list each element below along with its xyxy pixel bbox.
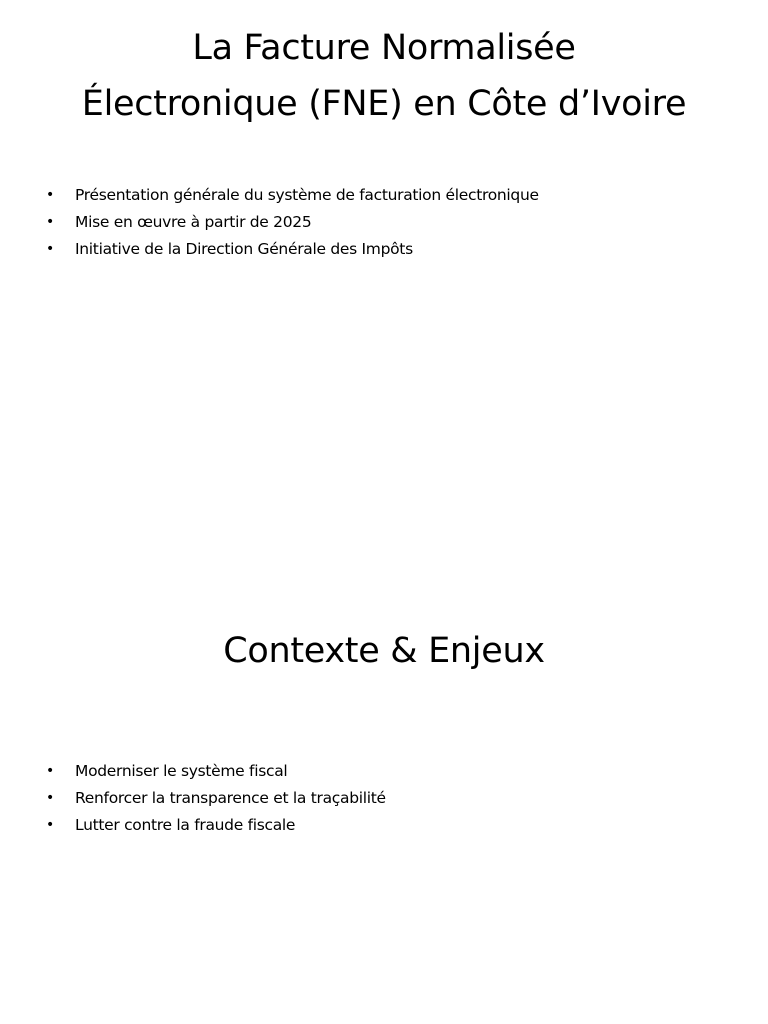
bullet-dot-icon: • (46, 763, 55, 779)
bullet-item (46, 758, 748, 785)
slide-1-bullet-list (46, 182, 748, 263)
slide-2-bullet-list (46, 758, 748, 839)
bullet-dot-icon: • (46, 187, 55, 203)
slide-1-title-line-2: Électronique (FNE) en Côte d’Ivoire (81, 84, 687, 124)
bullet-dot-icon: • (46, 790, 55, 806)
slide-2 (0, 576, 768, 1024)
bullet-item (46, 209, 748, 236)
bullet-text: Renforcer la transparence et la traçabilité (75, 789, 386, 807)
slide-1-title-line-1: La Facture Normalisée (192, 28, 576, 68)
bullet-text: Moderniser le système fiscal (75, 762, 288, 780)
bullet-item (46, 236, 748, 263)
bullet-dot-icon: • (46, 817, 55, 833)
bullet-dot-icon: • (46, 214, 55, 230)
bullet-text: Présentation générale du système de facturation électronique (75, 186, 539, 204)
bullet-text: Mise en œuvre à partir de 2025 (75, 213, 312, 231)
bullet-item (46, 785, 748, 812)
bullet-item (46, 182, 748, 209)
bullet-text: Initiative de la Direction Générale des Impôts (75, 240, 413, 258)
slide-1-title (20, 20, 748, 132)
bullet-dot-icon: • (46, 241, 55, 257)
slide-2-title (20, 623, 748, 679)
bullet-text: Lutter contre la fraude fiscale (75, 816, 296, 834)
slide-2-title-line-1: Contexte & Enjeux (223, 631, 545, 671)
bullet-item (46, 812, 748, 839)
